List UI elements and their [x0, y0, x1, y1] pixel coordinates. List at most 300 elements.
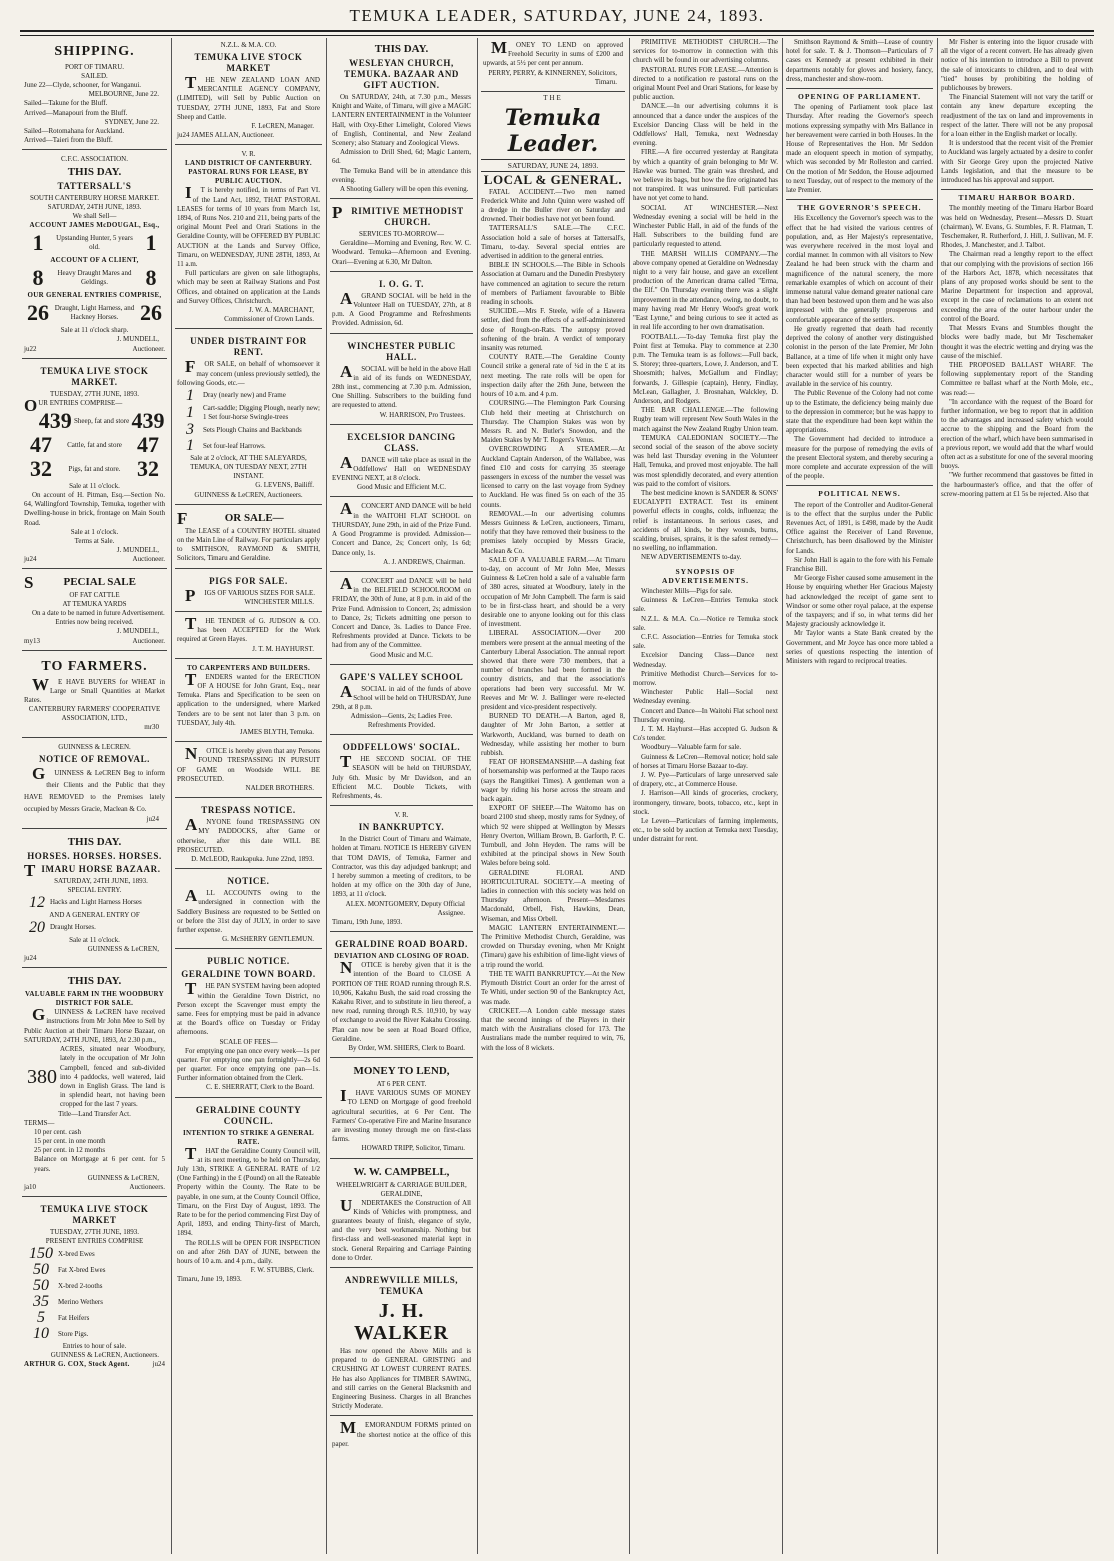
cfc-name2: SOUTH CANTERBURY HORSE MARKET. [29, 194, 160, 203]
synopsis-item: Guinness & LeCren—Entries Temuka stock sale. [633, 596, 778, 614]
farm-ad [22, 970, 167, 1197]
governor-paragraph: The Public Revenue of the Colony had not come up to the Estimate, the deficiency being mainly due to the depression in commerce; but he was happy to state that the expenditure had been kept within the appropriations. [786, 389, 933, 435]
road-sig: By Order, WM. SHIERS, Clerk to Board. [348, 1044, 465, 1053]
notice-body: NOTICE is hereby given that any Persons FOUND TRESPASSING IN PURSUIT OF GAME on Woodside WILL BE PROSECUTED. [177, 744, 320, 783]
special-footer [24, 637, 165, 646]
stock2-row [24, 1294, 165, 1310]
synopsis-item: Guinness & LeCren—Removal notice; hold sale of horses at Timaru Horse Bazaar to-day. [633, 752, 778, 770]
gapes-body: ASOCIAL in aid of the funds of above School will be held on THURSDAY, June 29th, at 8 p.m. [332, 681, 471, 711]
lot-number: 1 [186, 404, 194, 422]
bazaar-admission: Admission to Drill Shed, 6d; Magic Lantern, 6d. [332, 148, 471, 166]
stock-account: On account of H. Pitman, Esq.—Section No. 64, Wallingford Township, Temuka, together with Dwelling-house in brick, frontage on Main South Road. [24, 491, 165, 527]
synopsis-title: SYNOPSIS OF ADVERTISEMENTS. [661, 566, 750, 585]
tender-body: THE TENDER of G. JUDSON & CO. has been ACCEPTED for the Work required at Green Hayes. [177, 613, 320, 644]
farm-title: VALUABLE FARM IN THE WOODBURY DISTRICT FOR SALE. [24, 990, 164, 1008]
stock-sig: J. MUNDELL, [116, 545, 159, 554]
waitohi-sig: A. J. ANDREWS, Chairman. [383, 557, 465, 566]
lot-number: 50 [33, 1261, 49, 1279]
land-sig: J. W. A. MARCHANT, [248, 306, 314, 315]
cfc-sell: We shall Sell— [72, 212, 117, 221]
horses-sig: GUINNESS & LeCREN, [87, 944, 159, 953]
political-paragraph: Sir John Hall is again to the fore with his Female Franchise Bill. [786, 555, 933, 573]
news-paragraph: BURNED TO DEATH.—A Barton, aged 8, daughter of Mr John Barton, a settler at Warkworth, Auckland, was burned to death on Wednesday, while assisting her mother to burn rubbish. [481, 712, 625, 758]
news-paragraph: FIRE.—A fire occurred yesterday at Rangitata by which a quantity of grain belonging to Mr W. Hawke was burned. The grain was threshed, and we believe its bags, but how the fire originated has not transpired. It was uninsured. Full particulars have not yet come to hand. [633, 148, 778, 203]
lot-text: Draught Horses. [50, 923, 96, 932]
governor-paragraph: The Government had decided to introduce a measure for the purpose of remedying the evils of the present Electoral system, and thereby securing a more complete and accurate expression of the will of the people. [786, 435, 933, 481]
lot-text: ACRES, situated near Woodbury, lately in the occupation of Mr John Campbell, fenced and sub-divided into 4 paddocks, well watered, laid down in English Grass. The land is in splendid heart, not having been cropped for the last 7 years. [60, 1045, 165, 1109]
gapes-sig: Admission—Gents, 2s; Ladies Free. Refreshments Provided. [350, 712, 453, 730]
winchester-ad [330, 336, 473, 425]
farm-lot [24, 1045, 165, 1109]
waitohi-body: ACONCERT AND DANCE will be held in the WAITOHI FLAT SCHOOL on THURSDAY, June 29th, in aid of the Prize Fund. A Good Programme is provided. Admission—Concert and Dance, 2s; Concert only, 1s 6d; Dance only, 1s. [332, 499, 471, 557]
synopsis-item: Excelsior Dancing Class—Dance next Wednesday. [633, 651, 778, 669]
bankruptcy-ad [330, 808, 473, 932]
removal-title: NOTICE OF REMOVAL. [38, 753, 151, 764]
ad-ref: ju24 [24, 954, 37, 963]
synopsis-item: Concert and Dance—In Waitohi Flat school next Thursday evening. [633, 706, 778, 724]
land-sub: PASTORAL RUNS FOR LEASE, BY PUBLIC AUCTION. [188, 168, 309, 186]
stock-terms: Terms at Sale. [74, 536, 115, 545]
cfc-name: TATTERSALL'S [57, 181, 132, 192]
nzlma-body: THE NEW ZEALAND LOAN AND MERCANTILE AGENCY COMPANY, (LIMITED), will Sell by Public Auction on TUESDAY, 27TH JUNE, 1893, Fat and Store Sheep and Cattle. [177, 73, 320, 121]
stock2-date: TUESDAY, 27TH JUNE, 1893. [49, 1228, 140, 1237]
county-title: GERALDINE COUNTY COUNCIL. [195, 1104, 302, 1126]
synopsis-item: Winchester Public Hall—Social next Wednesday evening. [633, 688, 778, 706]
lot-text: Upstanding Hunter, 5 years old. [56, 234, 133, 252]
distraint-title: UNDER DISTRAINT FOR RENT. [190, 336, 307, 358]
paper-title: Temuka Leader. [504, 105, 602, 158]
news-paragraph: TEMUKA CALEDONIAN SOCIETY.—The second social of the season of the above society was held last Thursday evening in the Volunteer Hall, Temuka, and proved most enjoyable. The hall was most splendidly decorated, and every attention was paid to the comfort of visitors. [633, 433, 778, 488]
lot-number: 3 [186, 421, 194, 439]
column-rule [171, 38, 172, 1554]
governor-paragraph: His Excellency the Governor's speech was to the effect that he had visited the various centres of population, and, as Her Majesty's representative, was everywhere received in the most loyal and cordial manner. In common with all visitors to New Zealand he had been struck with the charm and magnificence of the natural scenery, the more remarkable examples of which on account of their immense natural value demand greater national care than had been bestowed upon them and he was also impressed with the generally prosperous and comfortable appearance of the settlers. [786, 214, 933, 324]
land-ad [175, 147, 322, 329]
harbor-paragraph: "We further recommend that gasstoves be fitted in the harbourmaster's office, and that the offer of screw-mooring pattern at £1 5s be rejected. Also that [941, 471, 1093, 498]
column-rule [477, 38, 478, 1554]
masthead: TEMUKA LEADER, SATURDAY, JUNE 24, 1893. [349, 6, 765, 25]
ad-ref: ju24 [24, 555, 37, 564]
farm-term: 15 per cent. in one month [34, 1136, 106, 1145]
lot-text: Set four-leaf Harrows. [203, 441, 266, 450]
lot-text: Sets Plough Chains and Backbands [203, 425, 302, 434]
stock2-ad [22, 1199, 167, 1373]
pigs-ad [175, 571, 322, 612]
lot-number: 10 [33, 1325, 49, 1343]
vr-mark: V. R. [394, 811, 409, 820]
lot-number: 35 [33, 1293, 49, 1311]
road-body: NOTICE is hereby given that it is the intention of the Board to CLOSE A PORTION OF THE ROAD running through R.S. 10,906, Kakahu Bush, the said road crossing the Kakahu River, and to substitute in lieu thereof, a new road, running through R.S. 10,910, by way of exchange to avoid the River Kakahu Crossing. Plan can now be seen at Road Board Office, Geraldine. [332, 958, 471, 1043]
lot-number: 1 [186, 437, 194, 455]
farm-this-day: THIS DAY. [67, 975, 122, 988]
synopsis-item: Primitive Methodist Church—Services for to-morrow. [633, 669, 778, 688]
nzlma-sig2: ju24 JAMES ALLAN, Auctioneer. [177, 131, 275, 140]
excelsior-sig: Good Music and Efficient M.C. [357, 483, 446, 492]
stock-title: TEMUKA LIVE STOCK MARKET. [40, 365, 149, 387]
news-paragraph: SALE OF A VALUABLE FARM.—At Timaru to-day, on account of Mr John Mee, Messrs Guinness & LeCren hold a sale of a valuable farm of 380 acres, situated at Woodbury, lately in the occupation of Mr John Campbell. The farm is said to be in first-class heart, and should be a very desirable one to anyone looking out for this class of investment. [481, 555, 625, 629]
horses-date: SATURDAY, 24TH JUNE, 1893. [54, 876, 148, 885]
harbor-paragraph: The monthly meeting of the Timaru Harbor Board was held on Wednesday, Present—Messrs D. Stuart (chairman), W. Evans, G. Stumbles, F. R. Flatman, T. Teschemaker, R. Rutherford, J. Hill, J. Sullivan, M. F. Rhodes, J. Manchester, and J. Talbot. [941, 204, 1093, 250]
horses-lot [24, 920, 165, 936]
gapes-title: GAPE'S VALLEY SCHOOL [339, 671, 464, 682]
shipping-line: June 22—Clyde, schooner, for Wanganui. [24, 81, 142, 89]
column-6 [786, 38, 933, 1554]
synopsis-item: J. T. M. Hayhurst—Has accepted G. Judson & Co's tender. [633, 725, 778, 743]
distraint-firm: GUINNESS & LeCREN, Auctioneers. [194, 490, 303, 499]
stock-number: 439 [131, 408, 165, 434]
stock-entries: OUR ENTRIES COMPRISE— [24, 395, 123, 415]
gapes-ad [330, 667, 473, 736]
bankruptcy-title: IN BANKRUPTCY. [358, 822, 445, 833]
news-paragraph: PRIMITIVE METHODIST CHURCH.—The services for to-morrow in connection with this church will be found in our advertising columns. [633, 38, 778, 65]
pm-body: Geraldine—Morning and Evening, Rev. W. C. Woodward. Temuka—Afternoon and Evening. Orari—Evening at 6.30, Mr Dalton. [332, 239, 471, 266]
farm-terms-label: TERMS— [24, 1118, 55, 1127]
odd-body: THE SECOND SOCIAL OF THE SEASON will be held on THURSDAY, July 6th. Music by Mr Davidson, and an Efficient M.C. Double Tickets, with Refreshments, 4s. [332, 752, 471, 800]
stock2-note: Entries to hour of sale. [62, 1342, 127, 1351]
horses-lot [24, 895, 165, 911]
farmers-sig: CANTERBURY FARMERS' COOPERATIVE ASSOCIATION, LTD., [28, 705, 161, 723]
stock2-row [24, 1310, 165, 1326]
distraint-sale: Sale at 2 o'clock, AT THE SALEYARDS, TEMUKA, ON TUESDAY NEXT, 27TH INSTANT. [190, 454, 307, 481]
harbor-paragraph: THE PROPOSED BALLAST WHARF. The following supplementary report of the Standing Committee re ballast wharf at the North Mole, etc., was read:— [941, 360, 1093, 397]
notice2-title: NOTICE. [227, 876, 270, 887]
farm-sig: GUINNESS & LeCREN, [87, 1173, 159, 1182]
synopsis-item: Winchester Mills—Pigs for sale. [641, 586, 733, 595]
campbell-sub: WHEELWRIGHT & CARRIAGE BUILDER, GERALDINE, [336, 1180, 467, 1198]
excelsior-title: EXCELSIOR DANCING CLASS. [347, 431, 456, 453]
cfc-this-day: THIS DAY. [67, 166, 122, 179]
pm-title: PRIMITIVE METHODIST CHURCH. [332, 203, 464, 228]
ad-ref: ju24 [146, 814, 159, 823]
notice2-body: ALL ACCOUNTS owing to the undersigned in connection with the Saddlery Business are requested to be Settled on or before the 31st day of JULY, in order to save further expense. [177, 886, 320, 934]
lot-number: 150 [29, 1245, 53, 1263]
scale-sig: C. E. SHERRATT, Clerk to the Board. [206, 1083, 314, 1092]
road-title: GERALDINE ROAD BOARD. [335, 939, 468, 950]
special-body: On a date to be named in future Advertisement. [32, 609, 165, 618]
stock2-footer [24, 1360, 165, 1369]
shipping-line: Arrived—Manapouri from the Bluff. [24, 108, 128, 117]
news-paragraph: REMOVAL.—In our advertising columns Messrs Guinness & LeCren, auctioneers, Timaru, notify that they have removed their business to the premises lately occupied by Messrs Gracie, Maclean & Co. [481, 509, 625, 555]
stock2-row [24, 1326, 165, 1342]
scale-title: SCALE OF FEES— [219, 1037, 278, 1046]
geraldine-title: GERALDINE TOWN BOARD. [181, 969, 316, 980]
special-at: AT TEMUKA YARDS [62, 600, 127, 609]
cfc-sig: J. MUNDELL, [116, 335, 159, 344]
stock-text: Cattle, fat and store [67, 440, 122, 449]
stock2-row [24, 1262, 165, 1278]
cfc-account1: ACCOUNT JAMES McDOUGAL, Esq., [29, 221, 160, 230]
belfield-ad [330, 574, 473, 665]
lot-number: 8 [145, 265, 157, 291]
pm-sub: SERVICES TO-MORROW— [359, 230, 444, 239]
lot-number: 1 [145, 230, 157, 256]
harbor-paragraph: The Chairman read a lengthy report to the effect that our complying with the provisions of section 166 of the Harbors Act, 1878, which necessitates that plans of any proposed works should be sent to the Marine Department for inspection and approval, except in the case of reclamations to an extent not exceeding the area of the outer harbour under the control of the Board. [941, 250, 1093, 323]
road-sub: DEVIATION AND CLOSING OF ROAD. [334, 952, 469, 961]
carpenters-ad [175, 661, 322, 742]
ad-ref: ju24 [152, 1360, 165, 1369]
shipping-title: SHIPPING. [54, 44, 135, 59]
lot-number: 5 [37, 1309, 45, 1327]
synopsis-item: J. Harrison—All kinds of groceries, crockery, ironmongery, tinware, boots, tobacco, etc., kept in stock. [633, 789, 778, 816]
bankruptcy-body: In the District Court of Timaru and Waimate, holden at Timaru. NOTICE IS HEREBY GIVEN that TOM DAVIS, of Temuka, Farmer and Contractor, was this day adjudged bankrupt; and I hereby summon a meeting of creditors, to be holden at my office on the 30th day of June, 1893, at 11 o'clock. [332, 835, 471, 899]
news-paragraph: Smithson Raymond & Smith—Lease of country hotel for sale. T. & J. Thomson—Particulars of 7 cases ex Kennedy at present exhibited in their departments notably for gloves and hosiery, fancy, dress, manchester and show-room. [786, 38, 933, 83]
lot-number: 20 [29, 918, 45, 936]
cfc-sig-role: Auctioneer. [132, 344, 165, 353]
stock2-row [24, 1246, 165, 1262]
carpenters-sig: JAMES BLYTH, Temuka. [239, 727, 314, 736]
ad-ref: my13 [24, 636, 40, 645]
stock-number: 32 [137, 456, 159, 482]
news-paragraph: PASTORAL RUNS FOR LEASE.—Attention is directed to a notification re pastoral runs on the original Mount Peel and Orari Stations, for lease by public auction. [633, 65, 778, 102]
stock-text: Pigs, fat and store. [68, 464, 121, 473]
news-paragraph: SUICIDE.—Mrs F. Steele, wife of a Hawera settler, died from the effects of a self-administered dose of Rough-on-Rats. The autopsy proved softening of the brain. A verdict of temporary insanity was returned. [481, 307, 625, 353]
removal-firm: GUINNESS & LECREN. [58, 742, 131, 751]
trespass-body: ANYONE found TRESPASSING ON MY PADDOCKS, after Game or otherwise, after this date WILL BE PROSECUTED. [177, 815, 320, 854]
iogt-ad [330, 274, 473, 334]
land-title: LAND DISTRICT OF CANTERBURY. [185, 159, 312, 168]
lot-number: 12 [29, 893, 45, 911]
harbor-paragraph: "In accordance with the request of the Board for further information, we beg to report that in addition to the advantages and increased safety which would accrue to the shipping and the Board from the erection of the wharf, which have been summarised in a previous report, we would add that the wharf would often act as a substitute for one of the several mooring buoys. [941, 397, 1093, 471]
news-paragraph: FATAL ACCIDENT.—Two men named Frederick White and John Quinn were washed off a dredge in the Buller river on Saturday and drowned. Their bodies have not yet been found. [481, 187, 625, 224]
excelsior-ad [330, 427, 473, 498]
news-paragraph: EXPORT OF SHEEP.—The Waitomo has on board 2100 stud sheep, mostly rams for Sydney, of which 92 were shipped at Wellington by Messrs Henry Overton, William Brown, B. Garforth, P. C. Turnbull, and John Heyden. The rams will be exhibited at the principal shows in New South Wales before being sold. [481, 804, 625, 868]
farm-title-land: Title—Land Transfer Act. [58, 1109, 131, 1118]
lot-text: Dray (nearly new) and Frame [203, 391, 286, 400]
horses-sale: Sale at 11 o'clock. [69, 935, 120, 944]
synopsis-item: N.Z.L. & M.A. Co.—Notice re Temuka stock sale. [633, 614, 778, 632]
memo-body: MEMORANDUM FORMS printed on the shortest notice at the office of this paper. [332, 1418, 471, 1448]
removal-ad [22, 740, 167, 829]
paper-date: SATURDAY, JUNE 24, 1893. [481, 159, 625, 172]
lot-number: 380 [27, 1066, 57, 1089]
pm-ad [330, 201, 473, 272]
stock-row [24, 434, 165, 456]
column-7 [941, 38, 1093, 1554]
cfc-lot [24, 302, 165, 324]
campbell-ad [330, 1161, 473, 1268]
nzlma-name: N.Z.L. & M.A. CO. [220, 41, 277, 49]
lot-number: 50 [33, 1277, 49, 1295]
nzlma-title: TEMUKA LIVE STOCK MARKET [194, 52, 303, 73]
governor-title: THE GOVERNOR'S SPEECH. [786, 199, 933, 212]
trespass-ad [175, 800, 322, 869]
synopsis-item: C.F.C. Association—Entries for Temuka stock sale. [633, 633, 778, 651]
temuka-stock-ad [22, 361, 167, 569]
land-body: IT is hereby notified, in terms of Part VI. of the Land Act, 1892, THAT PASTORAL LEASES for terms of 10 years from March 1st, 1894, of Runs Nos. 210 and 211, being parts of the original Mount Peel and Orari Stations in the Geraldine County, will be OFFERED BY PUBLIC AUCTION at the Lands and Survey Office, Timaru, on WEDNESDAY, JUNE 28TH, 1893, At 11 a.m. [177, 183, 320, 269]
stock-row [24, 458, 165, 480]
local-general-body [481, 188, 625, 1053]
news-paragraph: The Financial Statement will not vary the tariff or contain any knew departure excepting the readjustment of the tax on land and improvements in respect of the latter. There will not be any proposal for a loan either in the English market or locally. [941, 93, 1093, 139]
farmers-body: WE HAVE BUYERS for WHEAT in Large or Small Quantities at Market Rates. [24, 674, 165, 705]
forsale-body: The LEASE of a COUNTRY HOTEL situated on the Main Line of Railway. For particulars apply to SMITHSON, RAYMOND & SMITH, Solicitors, Timaru and Geraldine. [177, 526, 320, 563]
lot-text: X-bred Ewes [58, 1249, 95, 1258]
vr-mark: V. R. [241, 150, 256, 159]
stock-number: 32 [30, 456, 52, 482]
farmers-title: TO FARMERS. [41, 658, 148, 674]
lot-text: Cart-saddle; Digging Plough, nearly new; 1 Set four-horse Swingle-trees [203, 404, 320, 422]
stock-sig-role: Auctioneer. [132, 555, 165, 564]
news-paragraph: It is understood that the recent visit of the Premier to Auckland was largely actuated by a desire to confer with Sir George Grey upon the projected Native Lands legislation, and that the measure to be introduced has his approval and support. [941, 139, 1093, 185]
stock2-row [24, 1278, 165, 1294]
horses-name: TIMARU HORSE BAZAAR. [24, 860, 161, 880]
column-1 [22, 38, 167, 1554]
shipping-line: Arrived—Taieri from the Bluff. [24, 136, 113, 145]
special-sale-ad [22, 571, 167, 651]
lot-number: 26 [27, 300, 49, 326]
harbor-title: TIMARU HARBOR BOARD. [941, 189, 1093, 202]
cfc-footer [24, 345, 165, 354]
geraldine-body: THE PAN SYSTEM having been adopted within the Geraldine Town District, no Person except the Scavenger must empty the same. Fees for emptying must be paid in advance at the Board's office on Tuesday or Friday afternoons. [177, 979, 320, 1037]
lot-text: Fat X-bred Ewes [58, 1265, 106, 1274]
lot-text: Heavy Draught Mares and Geldings. [57, 269, 132, 287]
cfc-sale: Sale at 11 o'clock sharp. [60, 326, 129, 335]
news-paragraph: OVERCROWDING A STEAMER.—At Auckland Captain Anderson, of the Wallabee, was fined £10 and costs for carrying 35 steerage passengers in excess of the number the vessel was licensed to carry on the last voyage from Sydney to Auckland. He was fined 5s on each of the 35 counts. [481, 445, 625, 509]
shipping-port: PORT OF TIMARU. [64, 63, 125, 71]
forsale-ad [175, 507, 322, 569]
cfc-lot [24, 267, 165, 289]
horses-special: SPECIAL ENTRY. [67, 885, 122, 894]
bazaar-title: WESLEYAN CHURCH, TEMUKA. BAZAAR AND GIFT AUCTION. [343, 58, 460, 90]
lot-text: Fat Heifers [58, 1313, 90, 1322]
money-sig: HOWARD TRIPP, Solicitor, Timaru. [361, 1144, 465, 1153]
lot-text: Draught, Light Harness, and Hackney Horses. [54, 304, 135, 322]
ad-ref: ju22 [24, 344, 37, 353]
distraint-item [177, 422, 320, 438]
carpenters-body: TENDERS wanted for the ERECTION OF A HOUSE for John Grant, Esq., near Temuka. Plans and Specification to be seen on application to the undersigned, where Marked Tenders are to be sent not later than 3 p.m. on TUESDAY, July 4th. [177, 669, 320, 727]
cfc-date: SATURDAY, 24TH JUNE, 1893. [47, 203, 142, 212]
bazaar-gallery: A Shooting Gallery will be open this evening. [340, 185, 469, 194]
harbor-paragraph: That Messrs Evans and Stumbles thought the blocks were badly made, but Mr Teschemaker thought it was the electric wetting and drying was the cause of the mischief. [941, 324, 1093, 360]
column-2 [175, 38, 322, 1554]
ad-ref: mr30 [144, 723, 159, 732]
farm-sig-role: Auctioneers. [129, 1182, 165, 1191]
bazaar-band: The Temuka Band will be in attendance this evening. [332, 166, 471, 184]
lot-number: 26 [140, 300, 162, 326]
news-paragraph: GERALDINE FLORAL AND HORTICULTURAL SOCIETY.—A meeting of ladies in connection with this society was held on Thursday afternoon. Present—Mesdames Macdonald, Orbell, Fish, Hawkins, Dean, Wiseman, and Miss Orbell. [481, 868, 625, 923]
bankruptcy-sig: ALEX. MONTGOMERY, Deputy Official Assignee. [345, 899, 465, 917]
land-body2: Full particulars are given on sale lithographs, which may be seen at Railway Stations and Post Offices, and obtained on application at the Lands and Survey Offices, Christchurch. [177, 269, 320, 305]
stock-date: TUESDAY, 27TH JUNE, 1893. [49, 389, 140, 398]
lot-text: Store Pigs. [58, 1329, 89, 1338]
pigs-body: PIGS OF VARIOUS SIZES FOR SALE. [185, 585, 315, 605]
synopsis-item: J. W. Pye—Particulars of large unreserved sale of drapery, etc., at Commerce House. [633, 771, 778, 789]
pigs-title: PIGS FOR SALE. [209, 575, 288, 586]
news-paragraph: THE BAR CHALLENGE.—The following Rugby team will represent New South Wales in the match against the New Zealand Rugby Union team. [633, 406, 778, 433]
news-paragraph: FOOTBALL.—To-day Temuka first play the Point first at Temuka. Play to commence at 2.30 p.m. The Temuka team is as follows:—Full back, S. Storey; three-quarters, Lowe, J. Anderson, and T. Shoesmith; halves, McGallum and Findlay; forwards, J. Gillespie (captain), Henry, Findlay, McLean, Gallagher, J. Brosnahan, Walckley, D. Anderson, and Rodgers. [633, 332, 778, 405]
news-paragraph: TATTERSALL'S SALE.—The C.F.C. Association hold a sale of horses at Tattersall's, Timaru, to-day. Several special entries are advertised in addition to the general entries. [481, 224, 625, 261]
column-4 [481, 38, 625, 1554]
stock2-title: TEMUKA LIVE STOCK MARKET [40, 1204, 149, 1226]
distraint-ad [175, 331, 322, 504]
bazaar-body: On SATURDAY, 24th, at 7.30 p.m., Messrs Knight and Waite, of Timaru, will give a MAGIC LANTERN ENTERTAINMENT in the Volunteer Hall, with Oxy-Ether Limelight, Colored Views of English, Continental, and New Zealand Scenery; also Statuary and Zoological Views. [332, 93, 471, 148]
tender-sig: J. T. M. HAYHURST. [252, 644, 314, 653]
news-paragraph: The best medicine known is SANDER & SONS' EUCALYPTI EXTRACT. Test its eminent powerful effects in coughs, colds, influenza; the relief is instantaneous. In serious cases, and accidents of all kinds, be they wounds, burns, scalding, bruises, sprains, it is the safest remedy—no swelling, no inflammation. [633, 488, 778, 553]
stock-sale2: Sale at 1 o'clock. [70, 527, 119, 536]
political-paragraph: Mr Taylor wants a State Bank created by the Government, and Mr Joyce has once more tabled a series of questions respecting the intention of Ministers with regard to reciprocal treaties. [786, 629, 933, 665]
winchester-sig: W. HARRISON, Pro Trustees. [379, 410, 465, 419]
distraint-item [177, 388, 320, 404]
shipping-line: SYDNEY, June 22. [104, 117, 159, 126]
cfc-title: C.F.C. ASSOCIATION. [61, 155, 128, 164]
ad-ref: ja10 [24, 1182, 37, 1191]
political-paragraph: Mr George Fisher caused some amusement in the House by enquiring whether Her Gracious Majesty had acknowledged the receipt of game sent to Windsor or some other royal palace, at the expense of the taxpayers; and if so, in what terms did her Majesty graciously acknowledge it. [786, 574, 933, 629]
mills-ad [330, 1270, 473, 1416]
stock-sale: Sale at 11 o'clock. [69, 482, 120, 491]
column-rule [326, 38, 327, 1554]
stock-number: 47 [137, 432, 159, 458]
political-paragraph: The report of the Controller and Auditor-General is to the effect that the surplus under the Public Revenues Act, of 1891, is £498, made by the Audit Office against the Receiver of Land Revenue, Christchurch, has been disallowed by the Minister for Lands. [786, 500, 933, 555]
county-sub: INTENTION TO STRIKE A GENERAL RATE. [183, 1128, 314, 1146]
public-title: PUBLIC NOTICE. [207, 956, 290, 967]
special-sig-role: Auctioneer. [132, 636, 165, 645]
removal-body: GUINNESS & LeCREN Beg to inform their Clients and the Public that they HAVE REMOVED to the Premises lately occupied by Messrs Gracie, Maclean & Co. [24, 763, 165, 813]
carpenters-title: TO CARPENTERS AND BUILDERS. [186, 663, 311, 672]
belfield-body: ACONCERT and DANCE will be held in the BELFIELD SCHOOLROOM on FRIDAY, the 30th of June, at 8 p.m. in aid of the Prize Fund. Admission to Concert, 2s; admission to Dance, 2s; Tickets admitting one person to Concert and Dance, 3s. Ladies to Dance Free. Refreshments provided at Dance. Tickets to be had from any of the Committee. [332, 573, 471, 650]
masthead-rule [20, 30, 1094, 36]
special-entries: Entries now being received. [55, 618, 134, 627]
iogt-title: I. O. G. T. [378, 278, 425, 289]
special-sig: J. MUNDELL, [116, 627, 159, 636]
notice-ad [175, 744, 322, 798]
news-paragraph: NEW ADVERTISEMENTS to-day. [641, 553, 742, 562]
excelsior-body: ADANCE will take place as usual in the Oddfellows' Hall on WEDNESDAY EVENING NEXT, at 8 o'clock. [332, 452, 471, 483]
column-rule [629, 38, 630, 1554]
forsale-title: FOR SALE— [177, 508, 284, 528]
horses-title: HORSES. HORSES. HORSES. [27, 850, 162, 861]
stock-text: Sheep, fat and store [74, 416, 130, 425]
nzlma-sig: F. LeCREN, Manager. [251, 122, 314, 131]
farm-term: Balance on Mortgage at 6 per cent. for 5 years. [34, 1155, 165, 1173]
money-perry-ad [481, 38, 625, 92]
farm-term: 25 per cent. in 12 months [34, 1146, 106, 1155]
column-rule [782, 38, 783, 1554]
scale-body: For emptying one pan once every week—1s per quarter. For emptying one pan fortnightly—2s 6d per quarter. For once emptying one pan—1s. Further information obtained from the Clerk. [177, 1046, 320, 1083]
campbell-body: UNDERTAKES the Construction of All Kinds of Vehicles with promptness, and guarantees beauty of finish, elegance of style, and the very best workmanship. Nothing but first-class and well-seasoned material kept in stock. General Repairing and Carriage Painting done to Order. [332, 1195, 471, 1262]
parliament-title: OPENING OF PARLIAMENT. [786, 88, 933, 101]
cfc-lot [24, 232, 165, 254]
shipping-line: Sailed—Takune for the Bluff. [24, 99, 108, 108]
shipping-line: MELBOURNE, June 22. [88, 90, 159, 99]
distraint-body: FOR SALE, on behalf of whomsoever it may concern (unless previously settled), the following Goods, etc.— [177, 357, 320, 387]
tender-ad [175, 614, 322, 659]
news-paragraph: FEAT OF HORSEMANSHIP.—A dashing feat of horsemanship was performed at the Taupo races (says the Rangitikei Times). A gentleman won a wager by riding his horse across the stream and back again. [481, 758, 625, 804]
oddfellows-ad [330, 737, 473, 806]
cfc-entries: OUR GENERAL ENTRIES COMPRISE, [27, 291, 162, 300]
lot-number: 1 [186, 387, 194, 405]
lot-text: X-bred 2-tooths [58, 1281, 103, 1290]
lot-text: Hacks and Light Harness Horses [50, 898, 142, 907]
trespass-title: TRESPASS NOTICE. [201, 805, 296, 816]
the-label: THE [543, 94, 563, 103]
iogt-body: AGRAND SOCIAL will be held in the Volunteer Hall on TUESDAY, 27th, at 8 p.m. A Good Programme and Refreshments Provided. Admission, 6d. [332, 288, 471, 328]
parliament-body: The opening of Parliament took place last Thursday. After reading the Governor's speech motions expressing sympathy with Mrs Ballance in her bereavement were carried in both Houses. In the House of Representatives the Hon. Mr Seddon made an eloquent speech in motion of sympathy, which was seconded by Mr Rolleston and carried. On the motion of Mr Seddon, the House adjourned to next Tuesday, out of respect to the memory of the late Premier. [786, 103, 933, 195]
money-sub: AT 6 PER CENT. [376, 1080, 427, 1089]
synopsis-item: Le Leven—Particulars of farming implements, etc., to be sold by auction at Temuka next Tuesday, under distraint for rent. [633, 817, 778, 844]
money-title: MONEY TO LEND, [353, 1065, 450, 1078]
column-rule [937, 38, 938, 1554]
farm-intro: GUINNESS & LeCREN have received instructions from Mr John Mee to Sell by Public Auction at their Timaru Horse Bazaar, on SATURDAY, 24TH JUNE, 1893, At 2.30 p.m., [24, 1005, 165, 1044]
news-paragraph: THE TE WAITI BANKRUPTCY.—At the New Plymouth District Court an order for the arrest of Te Whiti, under section 90 of the Bankruptcy Act, was made. [481, 969, 625, 1006]
notice-sig: NALDER BROTHERS. [245, 783, 314, 792]
stock-footer [24, 555, 165, 564]
bazaar-this-day: THIS DAY. [374, 43, 429, 55]
special-sub: OF FAT CATTLE [69, 591, 120, 600]
cfc-account2: ACCOUNT OF A CLIENT, [50, 256, 139, 265]
lot-number: 1 [32, 230, 44, 256]
pigs-sig: WINCHESTER MILLS. [244, 597, 314, 606]
news-paragraph: DANCE.—In our advertising columns it is announced that a dance under the auspices of the Excelsior Dancing Class will be held in the Oddfellows' Hall, Temuka, next Wednesday evening. [633, 102, 778, 148]
column-3 [330, 38, 473, 1554]
governor-paragraph: He greatly regretted that death had recently deprived the colony of another very distinguished colonist in the person of the late Premier, Mr John Ballance, at a time of life when it might only have been expected that his marked abilities and high character would still for a number of years be available in the service of his country. [786, 324, 933, 389]
